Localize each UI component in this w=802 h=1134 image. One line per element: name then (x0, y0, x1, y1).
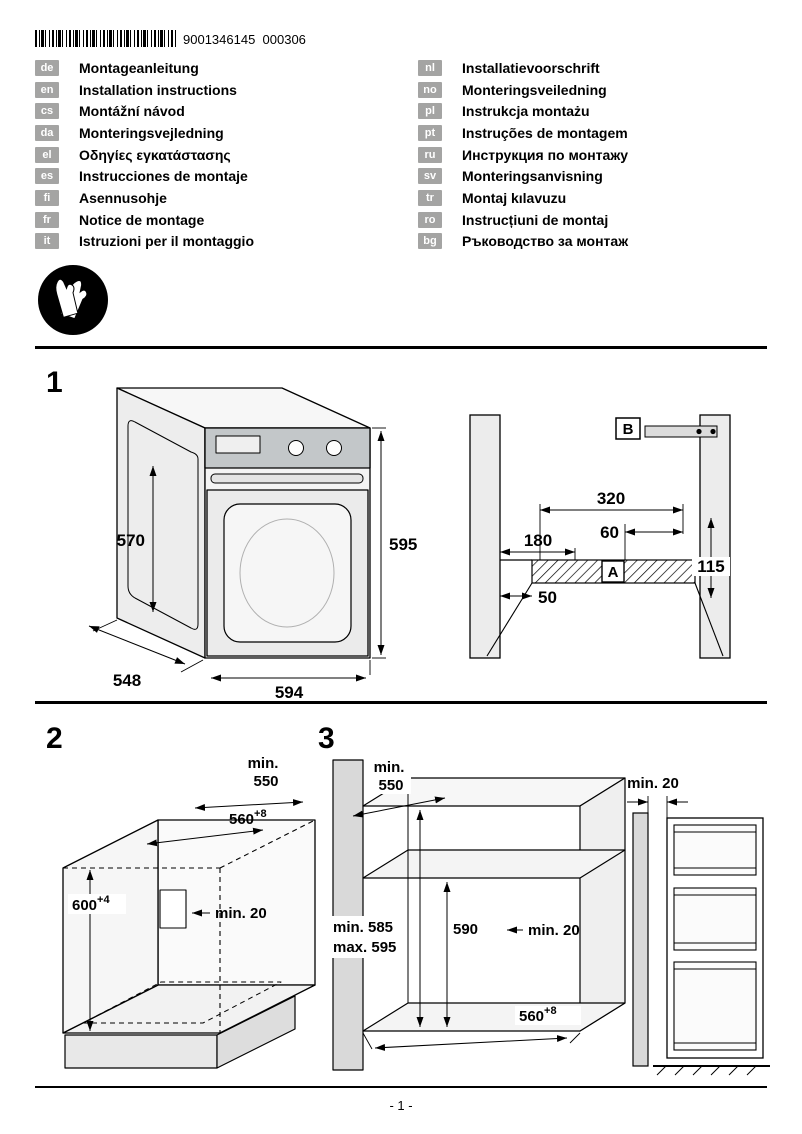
page-number: - 1 - (389, 1098, 413, 1113)
divider-line (35, 346, 767, 349)
plinth (65, 1035, 217, 1068)
language-title: Monteringsveiledning (462, 81, 607, 98)
language-title: Instrukcja montażu (462, 103, 590, 120)
language-row (35, 100, 254, 122)
language-row (35, 187, 254, 209)
dim-548: 548 (112, 671, 142, 690)
language-code-badge: cs (35, 103, 59, 119)
language-code-badge: no (418, 82, 442, 98)
language-code-badge: es (35, 168, 59, 184)
oven-drawing (117, 388, 370, 658)
oven-knob (289, 441, 304, 456)
language-row (418, 231, 628, 253)
dim-595: 595 (389, 535, 418, 554)
figure-2-number: 2 (46, 722, 63, 755)
label-a: A (607, 564, 619, 581)
barcode-text: 9001346145 000306 (183, 32, 306, 47)
dim-560: $560^{+8}$ (519, 1005, 557, 1025)
language-title: Monteringsvejledning (79, 124, 224, 141)
dim-590: 590 (453, 921, 479, 938)
wall-strip (333, 760, 363, 1070)
language-title: Notice de montage (79, 211, 205, 228)
language-code-badge: da (35, 125, 59, 141)
language-code-badge: sv (418, 168, 442, 184)
dim-min-20: min. 20 (528, 922, 580, 939)
language-code-badge: en (35, 82, 59, 98)
tall-niche-drawing (333, 760, 625, 1070)
language-title: Ръководство за монтаж (462, 233, 629, 250)
language-title: Montageanleitung (79, 59, 199, 76)
language-title: Montaj kılavuzu (462, 189, 567, 206)
dim-50: 50 (538, 588, 557, 607)
niche-dimensions (500, 489, 730, 607)
mounting-bracket (645, 426, 717, 437)
language-title: Installatievoorschrift (462, 59, 600, 76)
oven-knob (327, 441, 342, 456)
dim-560: $560^{+8}$ (229, 808, 267, 828)
language-title: Istruzioni per il montaggio (79, 233, 254, 250)
dim-594: 594 (274, 683, 304, 700)
dim-320: 320 (596, 489, 626, 508)
dim-570: 570 (116, 531, 145, 550)
dim-600: $600^{+4}$ (72, 894, 110, 914)
dim-min-20-top: min. 20 (627, 775, 679, 792)
language-row (418, 144, 628, 166)
gloves-icon (36, 263, 110, 337)
barcode (35, 30, 177, 47)
language-code-badge: fi (35, 190, 59, 206)
language-code-badge: pt (418, 125, 442, 141)
oven-window (224, 504, 351, 642)
language-row (418, 122, 628, 144)
language-row (35, 122, 254, 144)
language-title: Instruções de montagem (462, 124, 628, 141)
dim-min-label: min. (247, 755, 279, 772)
language-code-badge: ro (418, 212, 442, 228)
dim-min-585: min. 585 (333, 919, 394, 936)
dim-max-595: max. 595 (333, 939, 397, 956)
language-title: Monteringsanvisning (462, 168, 603, 185)
language-row (418, 187, 628, 209)
language-row (35, 231, 254, 253)
language-row (418, 209, 628, 231)
language-column-right (418, 57, 628, 252)
dim-60: 60 (600, 523, 619, 542)
figure-3-number: 3 (318, 722, 335, 755)
dim-550: 550 (253, 773, 279, 790)
figure-1-number: 1 (46, 366, 63, 399)
language-code-badge: ru (418, 147, 442, 163)
dim-min-20: min. 20 (215, 905, 267, 922)
dim-550: 550 (378, 777, 404, 794)
language-row (35, 79, 254, 101)
language-title: Instrucciones de montaje (79, 168, 248, 185)
dim-115: 115 (697, 557, 725, 576)
dim-min-label: min. (373, 759, 405, 776)
side-clearance-drawing (633, 813, 770, 1075)
language-title: Asennusohje (79, 189, 167, 206)
language-row (35, 209, 254, 231)
language-row (35, 57, 254, 79)
label-b: B (622, 421, 634, 438)
language-code-badge: fr (35, 212, 59, 228)
language-row (418, 57, 628, 79)
language-row (418, 79, 628, 101)
language-code-badge: nl (418, 60, 442, 76)
oven-display (216, 436, 260, 453)
language-row (418, 100, 628, 122)
language-code-badge: pl (418, 103, 442, 119)
language-code-badge: el (35, 147, 59, 163)
language-title: Montážní návod (79, 103, 185, 120)
language-code-badge: de (35, 60, 59, 76)
figure-1-drawing (35, 360, 765, 700)
language-code-badge: it (35, 233, 59, 249)
wall-strip (633, 813, 648, 1066)
divider-line (35, 701, 767, 704)
figure-3-drawing (315, 718, 770, 1084)
dim-180: 180 (523, 531, 553, 550)
divider-line (35, 1086, 767, 1088)
oven-handle (211, 474, 363, 483)
language-column-left (35, 57, 254, 252)
language-row (418, 165, 628, 187)
language-title: Installation instructions (79, 81, 237, 98)
language-title: Инструкция по монтажу (462, 146, 629, 163)
language-row (35, 144, 254, 166)
figure-2-drawing (35, 718, 320, 1084)
language-code-badge: bg (418, 233, 442, 249)
back-panel-cutout (160, 890, 186, 928)
language-row (35, 165, 254, 187)
cabinet-drawing (63, 820, 315, 1068)
language-title: Οδηγίες εγκατάστασης (79, 146, 231, 163)
language-title: Instrucțiuni de montaj (462, 211, 609, 228)
language-code-badge: tr (418, 190, 442, 206)
